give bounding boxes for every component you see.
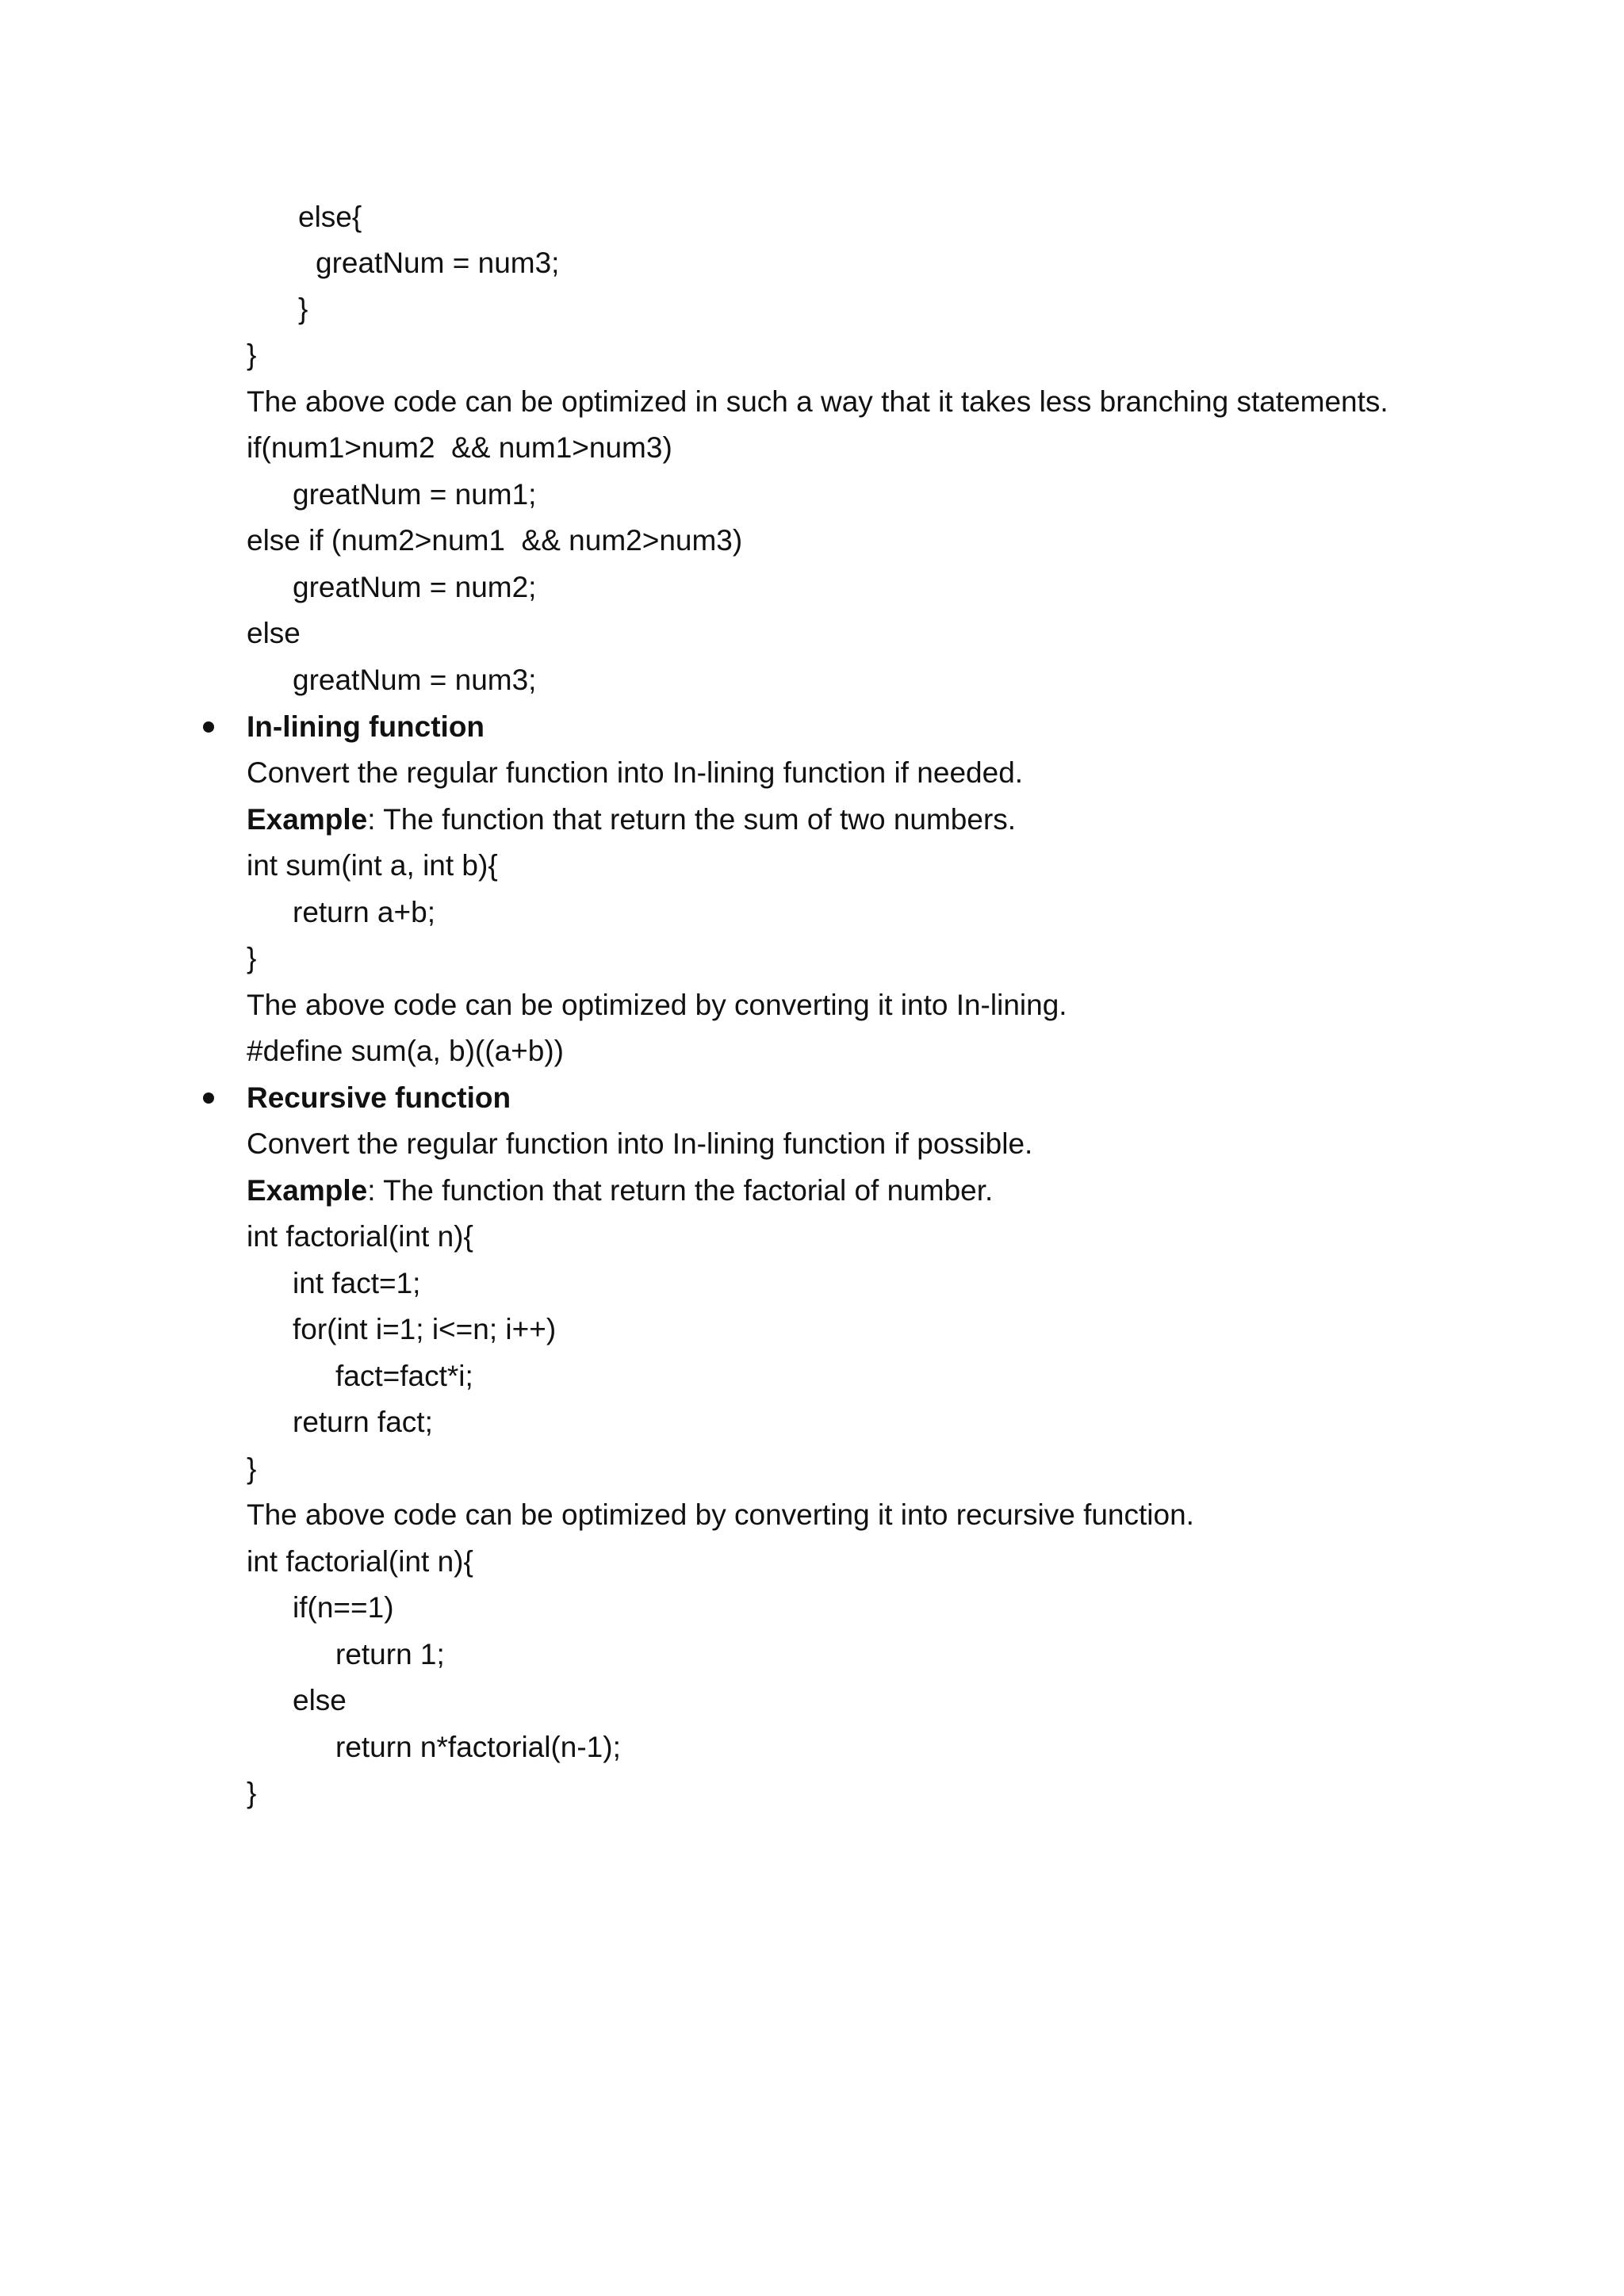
code-line: fact=fact*i;: [335, 1360, 473, 1392]
example-label: Example: [247, 803, 368, 836]
code-line: }: [247, 1777, 257, 1809]
code-line: }: [247, 942, 257, 974]
example-text: : The function that return the factorial of number.: [367, 1174, 994, 1207]
bullet-icon: [203, 721, 214, 733]
example-line: [247, 1173, 993, 1208]
paragraph-text: The above code can be optimized by converting it into In-lining.: [247, 989, 1067, 1021]
code-line: else: [247, 617, 301, 649]
code-line: if(num1>num2 && num1>num3): [247, 431, 672, 464]
code-line: greatNum = num3;: [293, 664, 537, 696]
code-line: #define sum(a, b)((a+b)): [247, 1035, 564, 1067]
example-line: [247, 802, 1016, 837]
code-line: if(n==1): [293, 1591, 394, 1624]
section-description: Convert the regular function into In-lining function if needed.: [247, 756, 1024, 789]
code-line: greatNum = num3;: [316, 247, 560, 279]
section-heading-inlining: In-lining function: [247, 710, 485, 743]
code-line: else{: [298, 201, 362, 233]
code-line: return n*factorial(n-1);: [335, 1731, 621, 1763]
example-text: : The function that return the sum of two numbers.: [367, 803, 1017, 836]
code-line: }: [247, 339, 257, 371]
code-line: int factorial(int n){: [247, 1545, 473, 1578]
example-label: Example: [247, 1174, 368, 1207]
code-line: return a+b;: [293, 896, 435, 928]
paragraph-text: The above code can be optimized by converting it into recursive function.: [247, 1498, 1194, 1531]
code-line: else if (num2>num1 && num2>num3): [247, 524, 743, 557]
code-line: }: [298, 293, 308, 325]
code-line: else: [293, 1684, 347, 1716]
code-line: return fact;: [293, 1406, 433, 1438]
code-line: greatNum = num1;: [293, 478, 537, 511]
section-heading-recursive: Recursive function: [247, 1081, 511, 1114]
code-line: int sum(int a, int b){: [247, 849, 498, 882]
section-description: Convert the regular function into In-lining function if possible.: [247, 1127, 1033, 1160]
code-line: int factorial(int n){: [247, 1220, 473, 1253]
paragraph-text: The above code can be optimized in such a way that it takes less branching statements.: [247, 385, 1388, 418]
code-line: for(int i=1; i<=n; i++): [293, 1313, 557, 1345]
code-line: return 1;: [335, 1638, 445, 1670]
code-line: greatNum = num2;: [293, 571, 537, 603]
bullet-icon: [203, 1093, 214, 1104]
code-line: int fact=1;: [293, 1267, 421, 1299]
code-line: }: [247, 1452, 257, 1485]
